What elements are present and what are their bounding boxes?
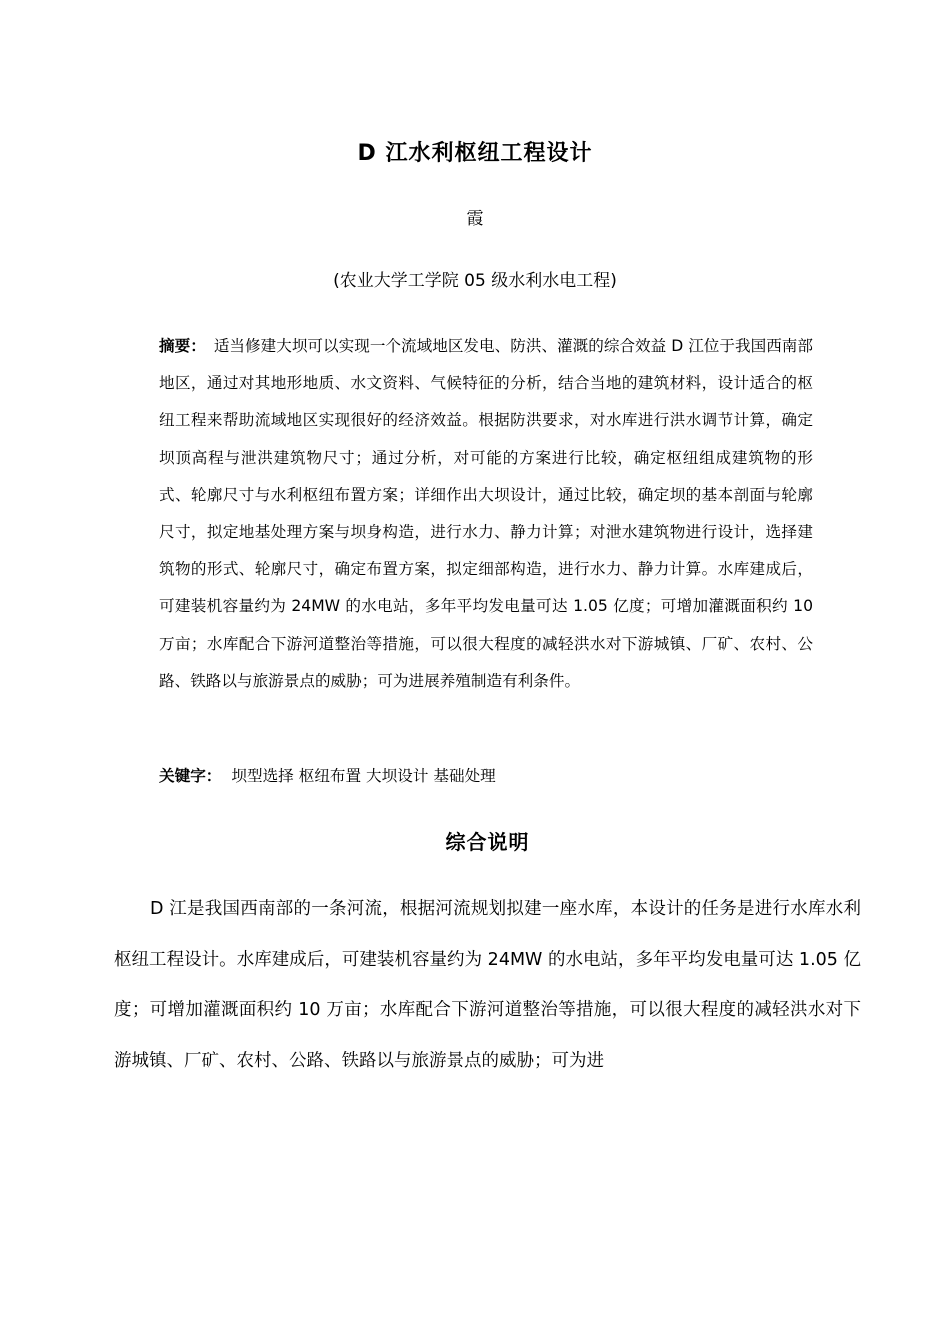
section-paragraph: D 江是我国西南部的一条河流，根据河流规划拟建一座水库，本设计的任务是进行水库水利枢纽工程设计。水库建成后，可建装机容量约为 24MW 的水电站，多年平均发电量可达 1.05 亿度；可增加灌溉面积约 10 万亩；水库配合下游河道整治等措施，可以很大程度的减轻洪水对下游城镇、厂矿、农村、公路、铁路以与旅游景点的威胁；可为进 <box>114 899 861 1071</box>
abstract-text: 适当修建大坝可以实现一个流域地区发电、防洪、灌溉的综合效益 D 江位于我国西南部地区，通过对其地形地质、水文资料、气候特征的分析，结合当地的建筑材料，设计适合的枢纽工程来帮助流域地区实现很好的经济效益。根据防洪要求，对水库进行洪水调节计算，确定坝顶高程与泄洪建筑物尺寸；通过分析，对可能的方案进行比较，确定枢纽组成建筑物的形式、轮廓尺寸与水利枢纽布置方案；详细作出大坝设计，通过比较，确定坝的基本剖面与轮廓尺寸，拟定地基处理方案与坝身构造，进行水力、静力计算；对泄水建筑物进行设计，选择建筑物的形式、轮廓尺寸，确定布置方案，拟定细部构造，进行水力、静力计算。水库建成后，可建装机容量约为 24MW 的水电站，多年平均发电量可达 1.05 亿度；可增加灌溉面积约 10 万亩；水库配合下游河道整治等措施，可以很大程度的减轻洪水对下游城镇、厂矿、农村、公路、铁路以与旅游景点的威胁；可为进展养殖制造有利条件。 <box>159 337 813 690</box>
document-title: D 江水利枢纽工程设计 <box>357 141 593 166</box>
author-name: 霞 <box>466 209 484 229</box>
abstract-label: 摘要： <box>159 337 206 355</box>
author-affiliation: (农业大学工学院 05 级水利水电工程) <box>333 271 617 291</box>
keywords-text: 坝型选择 枢纽布置 大坝设计 基础处理 <box>231 767 496 785</box>
section-heading: 综合说明 <box>445 830 530 854</box>
keywords-label: 关键字： <box>159 767 222 785</box>
abstract-block <box>159 328 813 700</box>
keywords-block <box>159 764 813 786</box>
